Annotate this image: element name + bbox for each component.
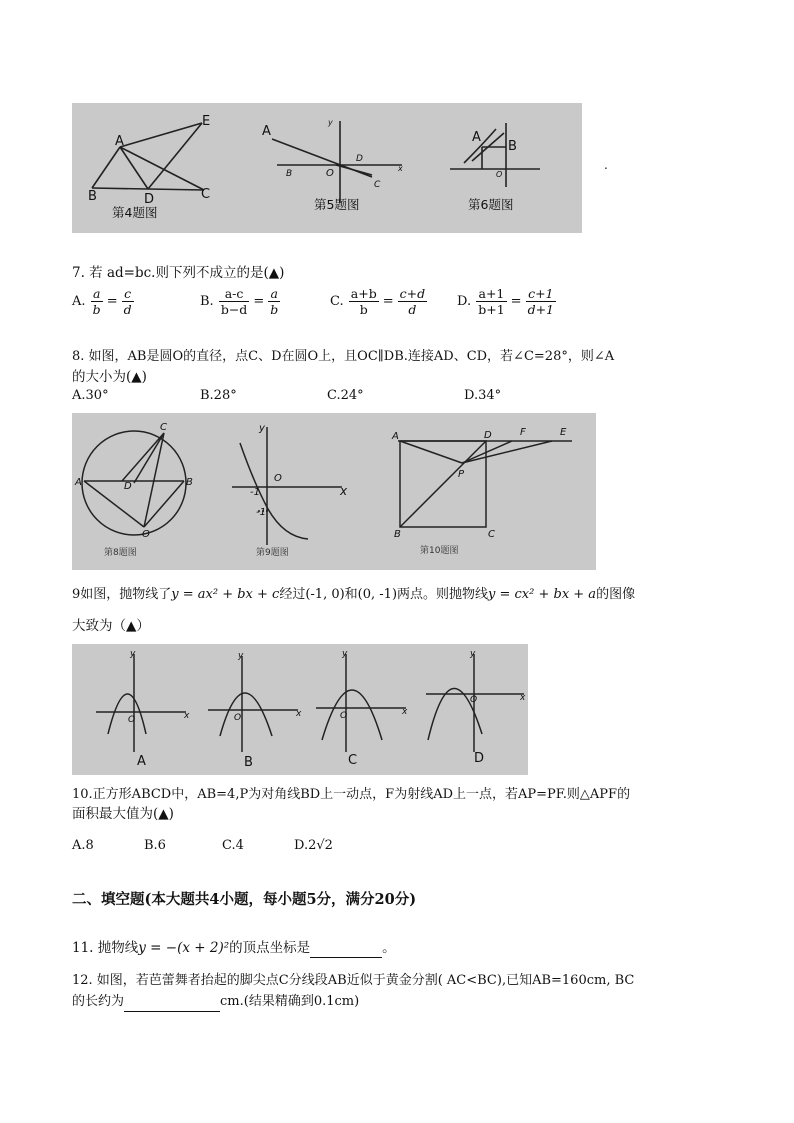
svg-text:C: C xyxy=(160,422,167,433)
svg-text:O: O xyxy=(496,170,503,179)
q9-line2: 大致为（▲） xyxy=(72,618,150,634)
svg-text:x: x xyxy=(296,709,302,719)
svg-text:B: B xyxy=(286,169,293,179)
q11-answer-blank[interactable] xyxy=(310,957,382,958)
svg-text:x: x xyxy=(184,711,190,721)
svg-text:y: y xyxy=(470,649,476,659)
svg-text:O: O xyxy=(470,695,478,705)
figure-strip-q8-10 xyxy=(72,413,596,570)
q10-option-d[interactable]: D.2√2 xyxy=(294,838,333,853)
q9-fig-label-c: C xyxy=(348,753,358,768)
svg-text:B: B xyxy=(186,477,193,488)
svg-text:C: C xyxy=(201,187,211,202)
svg-text:O: O xyxy=(340,711,348,721)
svg-text:-1: -1 xyxy=(256,507,266,518)
svg-text:y: y xyxy=(238,651,244,661)
q10-option-c[interactable]: C.4 xyxy=(222,838,244,853)
q8-line1: 8. 如图，AB是圆O的直径，点C、D在圆O上，且OC∥DB.连接AD、CD，若∠C=28°，则∠A xyxy=(72,349,615,364)
fig8-label: 第8题图 xyxy=(104,548,137,558)
figure-strip-q4-6 xyxy=(72,103,582,233)
svg-text:y: y xyxy=(259,423,265,434)
fig10-label: 第10题图 xyxy=(420,546,459,556)
svg-text:x: x xyxy=(520,693,526,703)
svg-text:D: D xyxy=(124,481,132,492)
svg-text:O: O xyxy=(142,529,150,540)
svg-text:A: A xyxy=(75,477,82,488)
q9-fig-label-a: A xyxy=(137,754,146,769)
svg-text:A: A xyxy=(472,130,481,145)
svg-text:C: C xyxy=(488,529,495,540)
fig9-label: 第9题图 xyxy=(256,548,289,558)
svg-text:F: F xyxy=(520,427,526,438)
fig6-label: 第6题图 xyxy=(468,197,514,212)
q7-option-a[interactable]: A. $\frac{a}{b}$ = $\frac{c}{d}$ xyxy=(72,286,132,317)
svg-text:E: E xyxy=(560,427,567,438)
q12-line1: 12. 如图，若芭蕾舞者抬起的脚尖点C分线段AB近似于黄金分割( AC<BC),已知AB=160cm, BC xyxy=(72,973,635,988)
svg-text:O: O xyxy=(128,715,136,725)
svg-text:x: x xyxy=(340,484,348,498)
svg-text:y: y xyxy=(342,649,348,659)
q10-option-a[interactable]: A.8 xyxy=(72,838,94,853)
q9-fig-label-d: D xyxy=(474,751,485,766)
svg-text:B: B xyxy=(394,529,401,540)
svg-text:y: y xyxy=(328,118,333,127)
q7-stem: 7. 若 ad=bc.则下列不成立的是(▲) xyxy=(72,265,285,281)
fig4-label: 第4题图 xyxy=(112,205,158,220)
svg-text:D: D xyxy=(484,430,492,441)
q11: 11. 抛物线y = −(x + 2)²的顶点坐标是 。 xyxy=(72,940,396,956)
q10-line2: 面积最大值为(▲) xyxy=(72,806,174,822)
svg-text:B: B xyxy=(88,189,97,204)
q10-line1: 10.正方形ABCD中，AB=4,P为对角线BD上一动点，F为射线AD上一点，若AP=PF.则△APF的 xyxy=(72,787,631,802)
svg-text:-1: -1 xyxy=(250,487,260,498)
q9-stem: 9如图，抛物线了y = ax² + bx + c经过(-1, 0)和(0, -1)两点。则抛物线y = cx² + bx + a的图像 xyxy=(72,587,636,602)
q8-option-b[interactable]: B.28° xyxy=(200,388,237,403)
svg-text:B: B xyxy=(508,139,517,154)
svg-text:O: O xyxy=(326,168,334,179)
svg-text:A: A xyxy=(262,124,271,139)
q7-option-b[interactable]: B. $\frac{a-c}{b-d}$ = $\frac{a}{b}$ xyxy=(200,286,279,317)
q8-line2: 的大小为(▲) xyxy=(72,369,147,385)
q8-option-d[interactable]: D.34° xyxy=(464,388,502,403)
q7-option-d[interactable]: D. $\frac{a+1}{b+1}$ = $\frac{c+1}{d+1}$ xyxy=(457,286,555,317)
svg-text:D: D xyxy=(356,154,363,164)
figure-q9-options xyxy=(72,644,528,775)
q10-option-b[interactable]: B.6 xyxy=(144,838,166,853)
svg-text:D: D xyxy=(144,192,155,207)
svg-text:O: O xyxy=(274,473,282,484)
svg-text:A: A xyxy=(392,431,399,442)
q12-line2: 的长约为 cm.(结果精确到0.1cm) xyxy=(72,992,359,1012)
svg-text:C: C xyxy=(374,180,381,190)
svg-text:x: x xyxy=(398,164,403,173)
svg-text:y: y xyxy=(130,649,136,659)
q12-answer-blank[interactable] xyxy=(124,1011,220,1012)
svg-text:P: P xyxy=(458,469,465,480)
fig5-label: 第5题图 xyxy=(314,197,360,212)
svg-text:E: E xyxy=(202,114,211,129)
svg-text:x: x xyxy=(402,707,408,717)
svg-text:A: A xyxy=(115,134,124,149)
q8-option-a[interactable]: A.30° xyxy=(72,388,109,403)
q8-option-c[interactable]: C.24° xyxy=(327,388,364,403)
q7-option-c[interactable]: C. $\frac{a+b}{b}$ = $\frac{c+d}{d}$ xyxy=(330,286,426,317)
section-2-title: 二、填空题(本大题共4小题，每小题5分，满分20分) xyxy=(72,891,417,908)
svg-text:O: O xyxy=(234,713,242,723)
q9-fig-label-b: B xyxy=(244,755,253,770)
